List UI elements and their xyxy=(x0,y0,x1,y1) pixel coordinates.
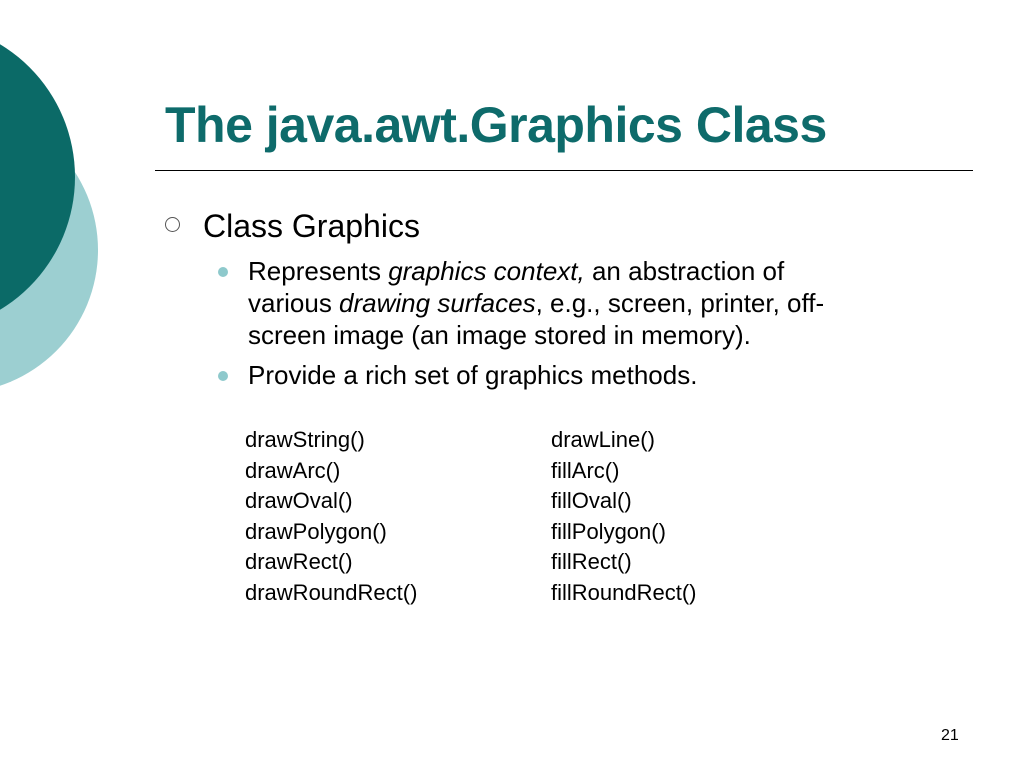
method-item: fillOval() xyxy=(551,488,632,514)
title-divider xyxy=(155,170,973,171)
method-item: drawArc() xyxy=(245,457,341,483)
method-item: drawRect() xyxy=(245,549,353,575)
sub-bullet-represents xyxy=(218,255,928,351)
text-run: screen image (an image stored in memory). xyxy=(248,320,751,350)
bullet-text: Class Graphics xyxy=(203,208,420,244)
method-item: drawPolygon() xyxy=(245,518,387,544)
text-run: , e.g., screen, printer, off- xyxy=(535,288,825,318)
italic-run: graphics context, xyxy=(388,256,585,286)
method-item: drawOval() xyxy=(245,488,353,514)
italic-run: drawing surfaces xyxy=(339,288,536,318)
sub-bullet-provide xyxy=(218,359,928,391)
slide-title: The java.awt.Graphics Class xyxy=(165,97,827,153)
decorative-circles xyxy=(0,0,120,420)
sub-bullet-text xyxy=(248,255,928,351)
method-item: drawLine() xyxy=(551,427,655,452)
method-item: drawRoundRect() xyxy=(245,579,418,605)
methods-column-right xyxy=(551,425,697,609)
text-run: an abstraction of xyxy=(584,256,785,286)
method-item: fillArc() xyxy=(551,457,620,483)
text-run: various xyxy=(248,288,340,318)
bullet-dot-icon xyxy=(218,267,228,277)
methods-column-left xyxy=(245,425,417,609)
text-run: Represents xyxy=(248,256,389,286)
bullet-class-graphics xyxy=(165,208,420,245)
sub-bullet-text: Provide a rich set of graphics methods. xyxy=(248,360,698,390)
method-item: drawString() xyxy=(245,427,365,452)
bullet-dot-icon xyxy=(218,371,228,381)
hollow-circle-bullet-icon xyxy=(165,217,180,232)
page-number: 21 xyxy=(941,727,959,744)
method-item: fillPolygon() xyxy=(551,518,666,544)
method-item: fillRoundRect() xyxy=(551,579,697,605)
method-item: fillRect() xyxy=(551,549,632,575)
